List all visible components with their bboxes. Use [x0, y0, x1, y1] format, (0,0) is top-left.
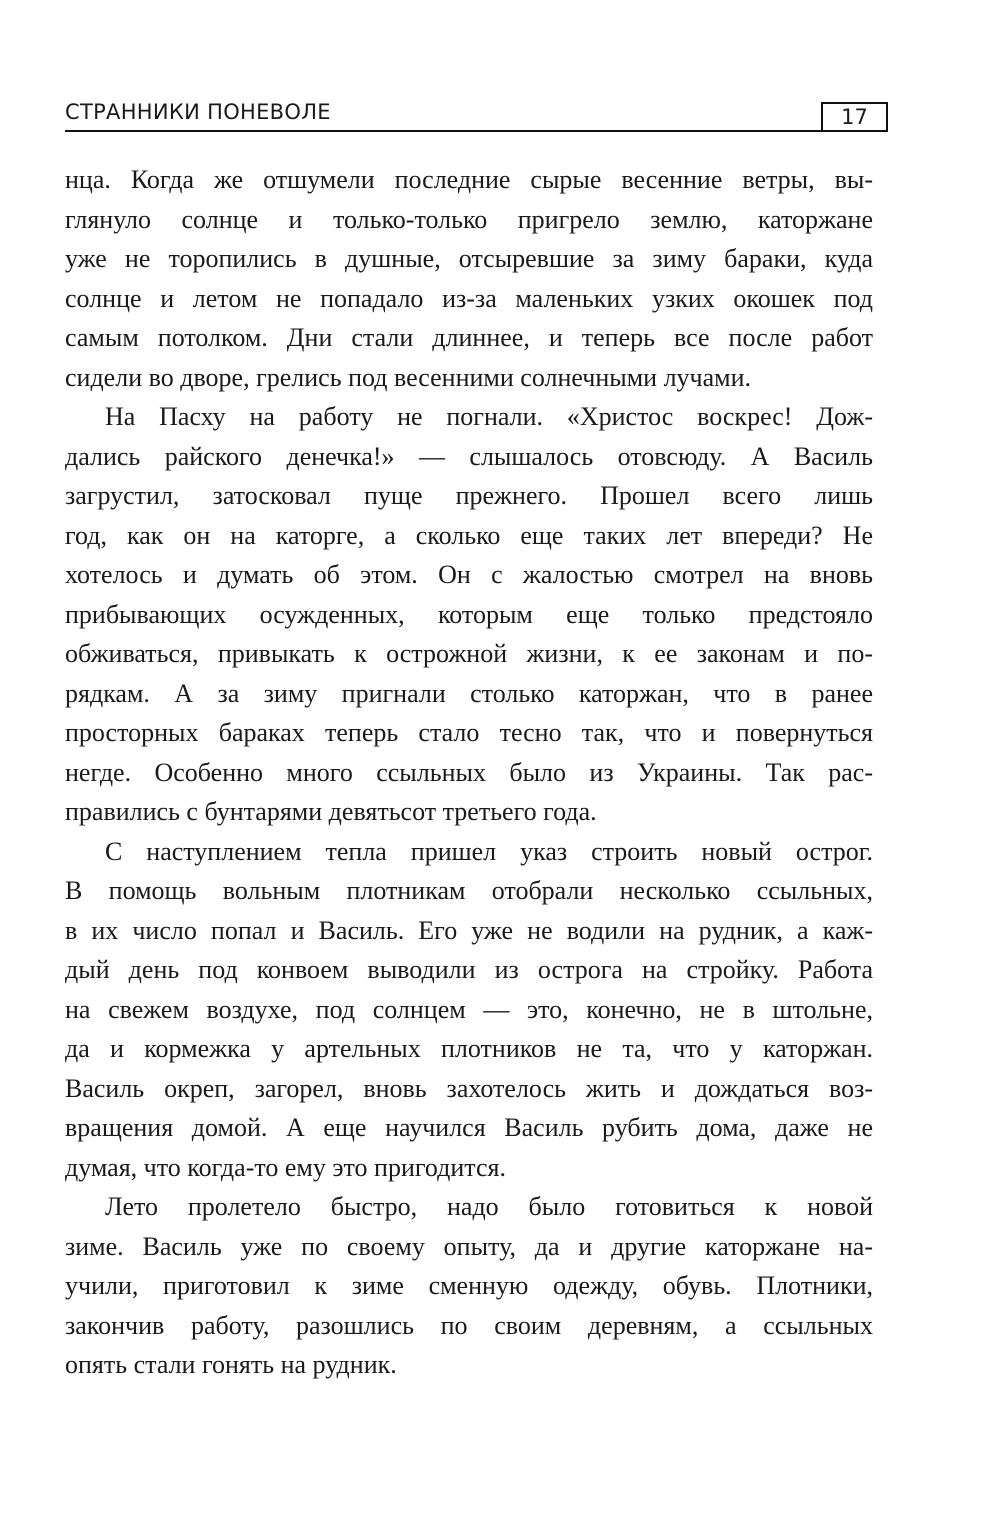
running-title: СТРАННИКИ ПОНЕВОЛЕ	[65, 100, 331, 124]
text-line: зиме. Василь уже по своему опыту, да и другие каторжане на-	[65, 1231, 873, 1261]
text-line: С наступлением тепла пришел указ строить новый острог.	[105, 836, 873, 866]
paragraph	[65, 160, 873, 397]
running-head	[65, 96, 888, 136]
text-line: нца. Когда же отшумели последние сырые весенние ветры, вы-	[65, 165, 873, 194]
text-line: В помощь вольным плотникам отобрали несколько ссыльных,	[65, 876, 873, 905]
text-line: правились с бунтарями девятьсот третьего года.	[65, 797, 597, 826]
page-number-box	[821, 102, 888, 131]
text-line: Василь окреп, загорел, вновь захотелось жить и дождаться воз-	[65, 1073, 873, 1103]
text-line: дый день под конвоем выводили из острога на стройку. Работа	[65, 955, 873, 984]
paragraph	[65, 397, 873, 832]
text-line: на свежем воздухе, под солнцем — это, конечно, не в штольне,	[65, 994, 873, 1024]
text-line: уже не торопились в душные, отсыревшие за зиму бараки, куда	[65, 244, 873, 273]
text-line: прибывающих осужденных, которым еще только предстояло	[65, 599, 873, 629]
text-line: Лето пролетело быстро, надо было готовиться к новой	[105, 1192, 873, 1221]
header-rule	[65, 130, 888, 132]
text-line: в их число попал и Василь. Его уже не водили на рудник, а каж-	[65, 915, 873, 945]
text-line: глянуло солнце и только-только пригрело землю, каторжане	[65, 204, 873, 234]
paragraph	[65, 832, 873, 1188]
paragraph	[65, 1187, 873, 1385]
text-line: рядкам. А за зиму пригнали столько каторжан, что в ранее	[65, 678, 873, 708]
text-line: негде. Особенно много ссыльных было из Украины. Так рас-	[65, 757, 873, 787]
text-line: сидели во дворе, грелись под весенними солнечными лучами.	[65, 362, 752, 392]
text-line: закончив работу, разошлись по своим деревням, а ссыльных	[65, 1310, 873, 1340]
text-line: солнце и летом не попадало из-за маленьких узких окошек под	[65, 283, 873, 313]
text-line: хотелось и думать об этом. Он с жалостью смотрел на вновь	[65, 560, 873, 589]
text-line: год, как он на каторге, а сколько еще таких лет впереди? Не	[65, 520, 873, 550]
text-line: обживаться, привыкать к острожной жизни, к ее законам и по-	[65, 639, 873, 668]
text-line: учили, приготовил к зиме сменную одежду, обувь. Плотники,	[65, 1271, 873, 1300]
text-line: дались райского денечка!» — слышалось отовсюду. А Василь	[65, 441, 873, 471]
text-line: вращения домой. А еще научился Василь рубить дома, даже не	[65, 1113, 873, 1142]
text-line: думая, что когда-то ему это пригодится.	[65, 1152, 506, 1182]
text-line: опять стали гонять на рудник.	[65, 1350, 397, 1379]
text-line: просторных бараках теперь стало тесно так, что и повернуться	[65, 718, 873, 747]
text-line: самым потолком. Дни стали длиннее, и теперь все после работ	[65, 323, 873, 352]
text-line: да и кормежка у артельных плотников не та, что у каторжан.	[65, 1034, 873, 1063]
text-line: загрустил, затосковал пуще прежнего. Прошел всего лишь	[65, 481, 873, 510]
text-line: На Пасху на работу не погнали. «Христос воскрес! Дож-	[105, 402, 873, 431]
body-text	[65, 160, 873, 1385]
page-number: 17	[841, 105, 868, 129]
